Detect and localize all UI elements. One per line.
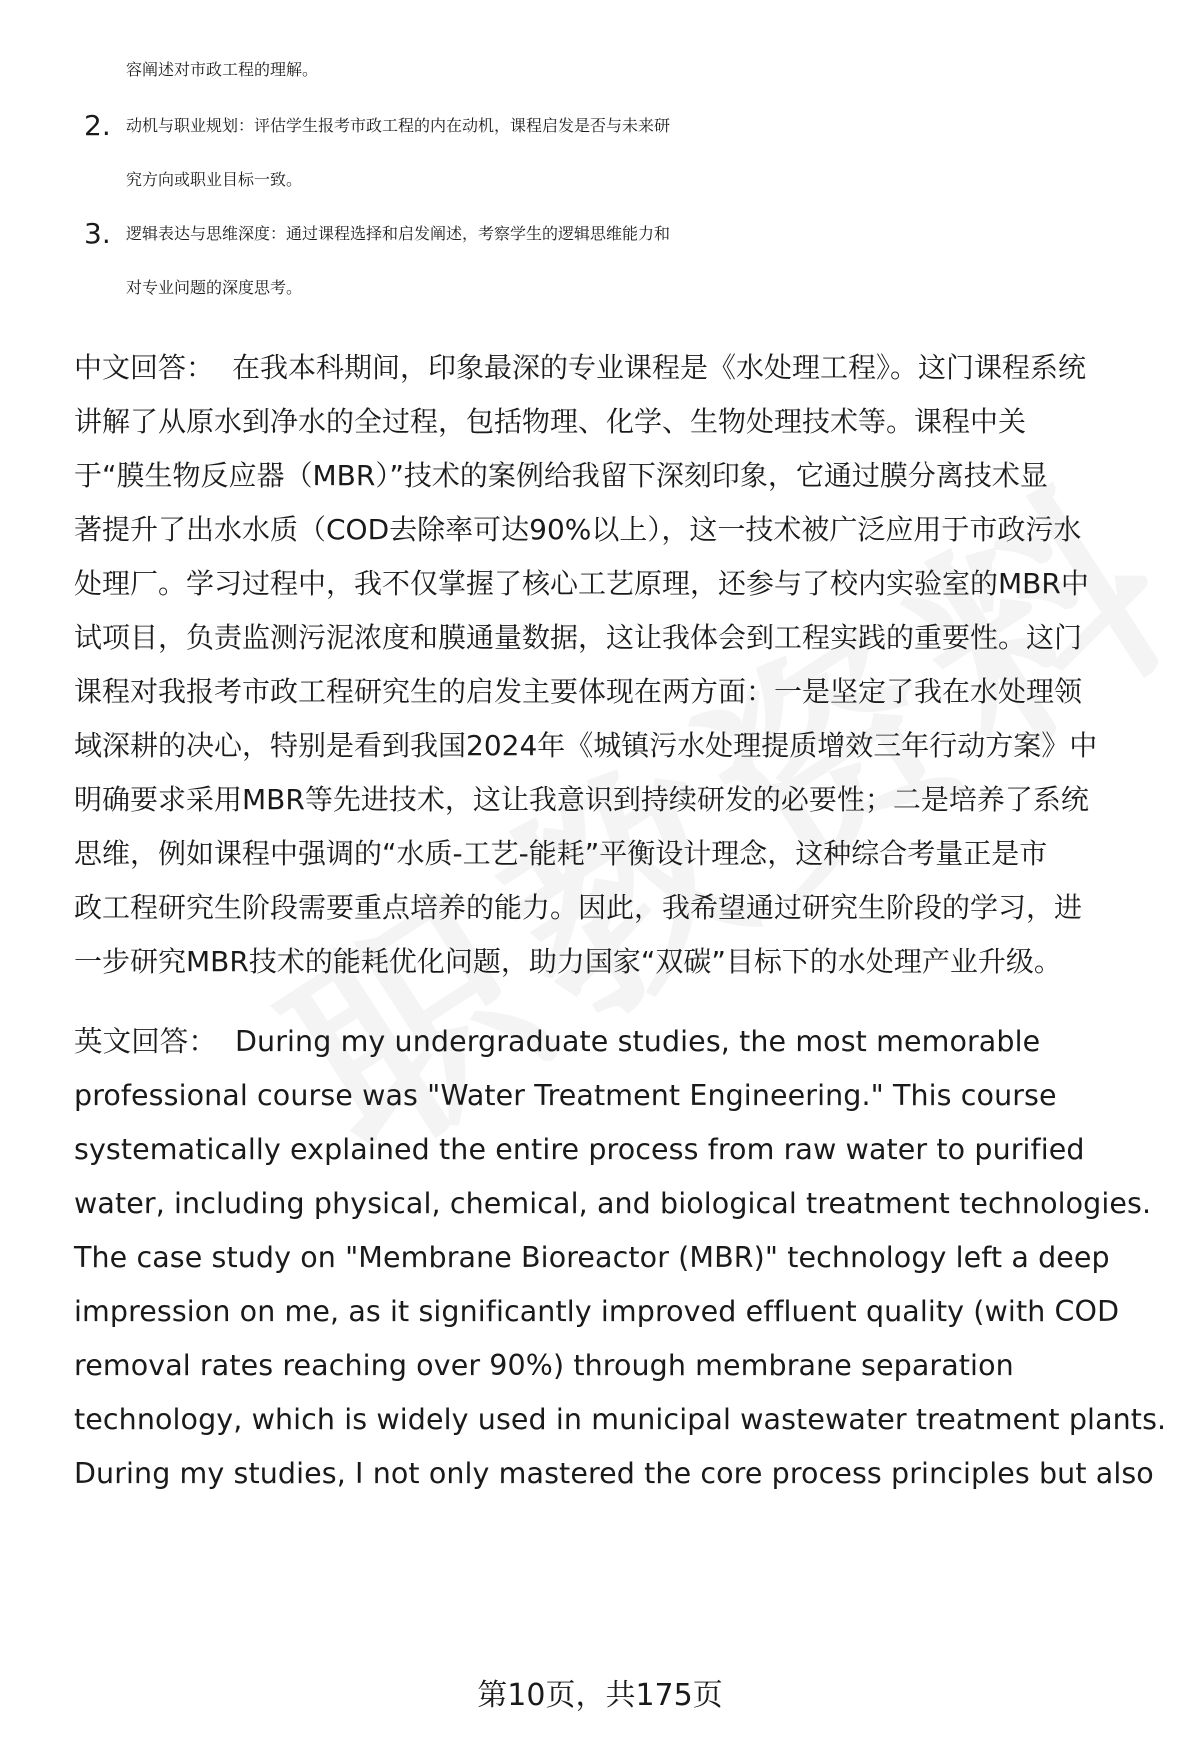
english-answer-line: During my studies, I not only mastered the core process principles but also [74, 1457, 1154, 1490]
chinese-answer-line: 政工程研究生阶段需要重点培养的能力。因此，我希望通过研究生阶段的学习，进 [74, 891, 1083, 924]
chinese-answer-line: 一步研究MBR技术的能耗优化问题，助力国家“双碳”目标下的水处理产业升级。 [74, 945, 1062, 978]
chinese-answer-line: 讲解了从原水到净水的全过程，包括物理、化学、生物处理技术等。课程中关 [74, 405, 1027, 438]
criterion-line: 究方向或职业目标一致。 [126, 170, 303, 189]
english-answer-label: 英文回答： [74, 1025, 218, 1058]
criterion-number: 3. [84, 217, 111, 250]
chinese-answer-line: 试项目，负责监测污泥浓度和膜通量数据，这让我体会到工程实践的重要性。这门 [74, 621, 1083, 654]
english-answer-line: technology, which is widely used in municipal wastewater treatment plants. [74, 1403, 1167, 1436]
criterion-line: 逻辑表达与思维深度：通过课程选择和启发阐述，考察学生的逻辑思维能力和 [126, 224, 671, 243]
chinese-answer-line: 于“膜生物反应器（MBR）”技术的案例给我留下深刻印象，它通过膜分离技术显 [74, 459, 1048, 492]
english-answer-line [74, 1022, 1154, 1062]
chinese-answer-label: 中文回答： [74, 351, 215, 384]
chinese-answer-line: 课程对我报考市政工程研究生的启发主要体现在两方面：一是坚定了我在水处理领 [74, 675, 1083, 708]
criterion-number: 2. [84, 109, 111, 142]
english-answer-line: professional course was "Water Treatment Engineering." This course [74, 1079, 1057, 1112]
chinese-answer-text: 在我本科期间，印象最深的专业课程是《水处理工程》。这门课程系统 [232, 351, 1087, 384]
chinese-answer-line: 明确要求采用MBR等先进技术，这让我意识到持续研发的必要性；二是培养了系统 [74, 783, 1089, 816]
english-answer-line: The case study on "Membrane Bioreactor (MBR)" technology left a deep [74, 1241, 1110, 1274]
page-footer: 第10页，共175页 [477, 1678, 723, 1713]
intro-continuation: 容阐述对市政工程的理解。 [126, 60, 319, 79]
english-answer-text: During my undergraduate studies, the most memorable [235, 1025, 1041, 1058]
criterion-line: 对专业问题的深度思考。 [126, 278, 303, 297]
chinese-answer-line [74, 348, 1154, 388]
chinese-answer-line: 处理厂。学习过程中，我不仅掌握了核心工艺原理，还参与了校内实验室的MBR中 [74, 567, 1089, 600]
english-answer-line: water, including physical, chemical, and biological treatment technologies. [74, 1187, 1152, 1220]
english-answer-line: removal rates reaching over 90%) through membrane separation [74, 1349, 1014, 1382]
criterion-line: 动机与职业规划：评估学生报考市政工程的内在动机，课程启发是否与未来研 [126, 116, 671, 135]
english-answer-line: impression on me, as it significantly improved effluent quality (with COD [74, 1295, 1120, 1328]
english-answer-line: systematically explained the entire process from raw water to purified [74, 1133, 1085, 1166]
chinese-answer-line: 思维，例如课程中强调的“水质-工艺-能耗”平衡设计理念，这种综合考量正是市 [74, 837, 1048, 870]
chinese-answer-line: 域深耕的决心，特别是看到我国2024年《城镇污水处理提质增效三年行动方案》中 [74, 729, 1098, 762]
chinese-answer-line: 著提升了出水水质（COD去除率可达90%以上），这一技术被广泛应用于市政污水 [74, 513, 1082, 546]
